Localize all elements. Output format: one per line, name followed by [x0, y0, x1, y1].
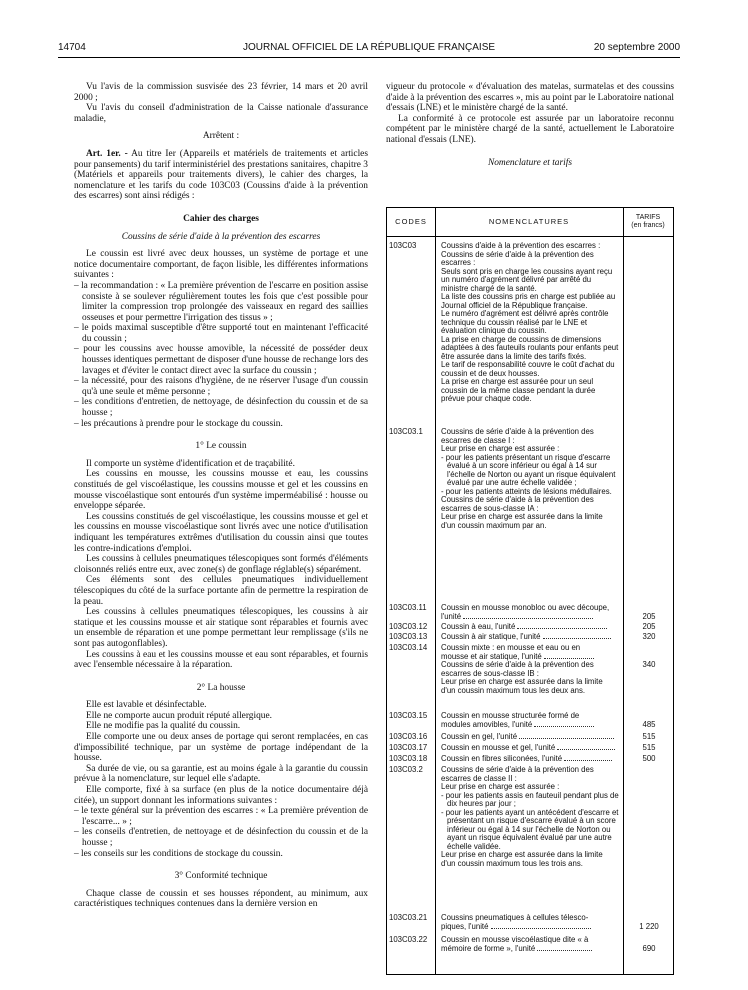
header-divider: [387, 236, 673, 237]
leader-dots: [491, 928, 591, 929]
vu-commission: Vu l'avis de la commission susvisée des 23 février, 14 mars et 20 avril 2000 ;: [74, 82, 368, 103]
row-line: [441, 721, 619, 730]
paragraph: Chaque classe de coussin et ses housses répondent, au minimum, aux caractéristiques techniques contenues dans la dernière version en: [74, 888, 368, 910]
section-2-title: 2° La housse: [196, 682, 246, 693]
row-label: Coussin en fibres siliconées, l'unité: [441, 754, 563, 763]
journal-title: JOURNAL OFFICIEL DE LA RÉPUBLIQUE FRANÇAISE: [242, 42, 496, 53]
arretent: Arrêtent :: [202, 131, 240, 142]
paragraph: Elle ne modifie pas la qualité du coussin.: [86, 721, 241, 732]
article-1: [74, 149, 368, 202]
paragraph: Les coussins en mousse, les coussins mousse et eau, les coussins constitués de gel viscoélastique, les coussins mousse et gel et les coussins en mousse viscoélastique sont entourés d'un système imperméabilisé : housse ou enveloppe séparée.: [74, 469, 368, 512]
section-1-title: 1° Le coussin: [195, 441, 247, 452]
row-text: [441, 623, 619, 632]
row-line: La liste des coussins pris en charge est publiée au Journal officiel de la République française.: [441, 292, 616, 310]
row-code: 103C03.21: [389, 913, 428, 922]
paragraph: vigueur du protocole « d'évaluation des matelas, surmatelas et des coussins d'aide à la prévention des escarres », mis au point par le Laboratoire national d'essais (LNE) et le ministère chargé de la santé.: [386, 82, 674, 114]
header-rule: [58, 57, 680, 58]
paragraph: Il comporte un système d'identification et de traçabilité.: [86, 458, 295, 469]
page-number: 14704: [58, 42, 86, 53]
cahier-intro: Le coussin est livré avec deux housses, un système de portage et une notice documentaire comportant, de façon lisible, les différentes informations suivantes :: [74, 249, 368, 281]
leader-dots: [463, 618, 593, 619]
row-line: [441, 613, 619, 622]
column-divider: [435, 208, 436, 974]
leader-dots: [543, 638, 611, 639]
row-price: 205: [642, 611, 656, 621]
row-price: 340: [642, 660, 656, 669]
intro-list: [74, 281, 368, 429]
row-bullet: - pour les patients ayant un antécédent d'escarre et présentant un risque d'escarre évalué à un score inférieur ou égal à 14 sur l'échelle de Norton ou ayant un risque équivalent évalué par une autre échelle validée.: [441, 809, 619, 852]
article-1-label: Art. 1er. -: [86, 148, 128, 159]
row-bullet: - pour les patients assis en fauteuil pendant plus de dix heures par jour ;: [441, 792, 619, 809]
row-price: 515: [642, 732, 656, 741]
row-line: Leur prise en charge est assurée dans la limite d'un coussin maximum par an.: [441, 512, 603, 530]
row-label: Coussin en gel, l'unité: [441, 732, 518, 741]
list-item: – les conseils d'entretien, de nettoyage et de désinfection du coussin et de la housse ;: [74, 827, 368, 848]
row-code: 103C03.15: [389, 711, 428, 720]
list-item: – pour les coussins avec housse amovible, la nécessité de posséder deux housses identiques permettant de disposer d'une housse de rechange lors des lavages et d'éviter le contact direct avec la surface du coussin ;: [74, 344, 368, 376]
leader-dots: [564, 760, 612, 761]
row-text: [441, 633, 619, 642]
row-code: 103C03.2: [389, 765, 423, 774]
row-price: 1 220: [639, 921, 659, 931]
row-label: modules amovibles, l'unité: [441, 719, 533, 729]
row-label: Coussin à eau, l'unité: [441, 622, 516, 631]
row-price: 485: [642, 719, 656, 729]
publication-date: 20 septembre 2000: [593, 42, 680, 53]
row-code: 103C03.11: [389, 603, 427, 612]
leader-dots: [544, 658, 594, 659]
paragraph: Elle est lavable et désinfectable.: [86, 700, 207, 711]
row-line: La prise en charge de coussins de dimensions adaptées à des fauteuils roulants pour enfants peut être assurée dans la limite des tarifs fixés.: [441, 334, 619, 361]
row-label: mousse et air statique, l'unité: [441, 651, 542, 661]
row-label: Coussin à air statique, l'unité: [441, 632, 541, 641]
row-label: l'unité: [441, 611, 462, 621]
row-price: 205: [642, 622, 656, 631]
row-line: Le numéro d'agrément est délivré après contrôle technique du coussin réalisé par le LNE et évaluation clinique du coussin.: [441, 309, 609, 335]
row-code: 103C03.12: [389, 622, 428, 631]
row-price: 515: [642, 743, 656, 752]
header-tarifs-label: TARIFS: [635, 214, 661, 221]
housse-list: [74, 806, 368, 859]
header-tarifs-unit: (en francs): [631, 222, 665, 229]
paragraph: Elle comporte une ou deux anses de portage qui seront remplacées, en cas d'impossibilité technique, par un système de portage indépendant de la housse.: [74, 732, 368, 764]
row-code: 103C03.17: [389, 743, 428, 752]
row-line: [441, 923, 619, 932]
row-line: Coussin mixte : en mousse et eau ou en: [441, 643, 581, 652]
row-label: mémoire de forme », l'unité: [441, 943, 536, 953]
row-line: Coussins pneumatiques à cellules télesco-: [441, 913, 589, 922]
row-line: Leur prise en charge est assurée :: [441, 782, 560, 791]
paragraph: Les coussins à cellules pneumatiques télescopiques sont formés d'éléments cloisonnés reliés entre eux, avec zone(s) de gonflage réglable(s) séparément.: [74, 554, 368, 575]
row-line: Coussins d'aide à la prévention des escarres :: [441, 241, 601, 250]
row-line: Coussins de série d'aide à la prévention des escarres :: [441, 249, 594, 267]
list-item: – le poids maximal susceptible d'être supporté tout en maintenant l'efficacité du coussin ;: [74, 323, 368, 344]
row-text: [441, 914, 619, 931]
right-column: [386, 82, 674, 168]
row-text: [441, 744, 619, 753]
row-text: [441, 755, 619, 764]
row-line: Coussins de série d'aide à la prévention des escarres de sous-classe IB :: [441, 660, 594, 678]
section-3-title: 3° Conformité technique: [174, 871, 268, 882]
row-price: 320: [642, 632, 656, 641]
page-header: [58, 42, 680, 56]
header-tarifs: [623, 208, 673, 236]
row-label: piques, l'unité: [441, 921, 489, 931]
row-bullet: - pour les patients présentant un risque d'escarre évalué à un score inférieur ou égal à 14 sur l'échelle de Norton ou ayant un risque équivalent évalué par une autre échelle validée ;: [441, 454, 619, 488]
list-item: – la nécessité, pour des raisons d'hygiène, de ne réserver l'usage d'un coussin qu'à une seule et même personne ;: [74, 376, 368, 397]
row-text: [441, 428, 619, 530]
table-caption: Nomenclature et tarifs: [487, 157, 573, 168]
column-divider: [623, 208, 624, 974]
list-item: – les conditions d'entretien, de nettoyage, de désinfection du coussin et de sa housse ;: [74, 397, 368, 418]
row-line: Coussin en mousse viscoélastique dite « à: [441, 935, 589, 944]
row-text: [441, 936, 619, 953]
row-line: Leur prise en charge est assurée dans la limite d'un coussin maximum tous les trois ans.: [441, 850, 603, 868]
row-line: Seuls sont pris en charge les coussins ayant reçu un numéro d'agrément délivré par arrêté du ministre chargé de la santé.: [441, 266, 613, 293]
row-text: [441, 242, 619, 404]
paragraph: Elle ne comporte aucun produit réputé allergique.: [86, 710, 272, 721]
paragraph: Elle comporte, fixé à sa surface (en plus de la notice documentaire déjà citée), un support donnant les informations suivantes :: [74, 785, 368, 806]
row-code: 103C03.1: [389, 427, 423, 436]
leader-dots: [557, 749, 615, 750]
leader-dots: [517, 628, 607, 629]
list-item: – le texte général sur la prévention des escarres : « La première prévention de l'escarre... » ;: [74, 806, 368, 827]
row-line: Coussins de série d'aide à la prévention des escarres de classe II :: [441, 765, 594, 783]
list-item: – les conseils sur les conditions de stockage du coussin.: [74, 849, 368, 860]
row-text: [441, 712, 619, 729]
leader-dots: [534, 726, 594, 727]
article-1-text: Au titre Ier (Appareils et matériels de traitements et articles pour pansements) du tarif interministériel des prestations sanitaires, chapitre 3 (Matériels et appareils pour traitements divers), le cahier des charges, la nomenclature et les tarifs du code 103C03 (Coussins d'aide à la prévention des escarres) sont ainsi rédigés :: [74, 148, 368, 202]
paragraph: Les coussins à eau et les coussins mousse et eau sont réparables, et fournis avec l'ensemble nécessaire à la réparation.: [74, 649, 368, 671]
row-line: La prise en charge est assurée pour un seul coussin de la même classe pendant la durée prévue pour chaque code.: [441, 377, 596, 403]
paragraph: Sa durée de vie, ou sa garantie, est au moins égale à la garantie du coussin prévue à la nomenclature, sur lequel elle s'adapte.: [74, 763, 368, 785]
row-price: 690: [642, 943, 656, 953]
row-line: Coussin en mousse structurée formé de: [441, 711, 580, 720]
row-line: Leur prise en charge est assurée dans la limite d'un coussin maximum tous les deux ans.: [441, 677, 603, 695]
nomenclature-table: [386, 207, 674, 975]
left-column: [74, 82, 368, 910]
row-code: 103C03.14: [389, 643, 428, 652]
paragraph: Les coussins constitués de gel viscoélastique, les coussins mousse et gel et les coussins en mousse viscoélastique sont livrés avec une notice d'utilisation indiquant les températures extrêmes d'utilisation du coussin ainsi que toutes les contre-indications d'emploi.: [74, 511, 368, 554]
header-codes: CODES: [395, 216, 427, 226]
leader-dots: [537, 950, 592, 951]
row-line: Leur prise en charge est assurée :: [441, 444, 560, 453]
row-line: Coussins de série d'aide à la prévention des escarres de classe I :: [441, 427, 594, 445]
vu-conseil: Vu l'avis du conseil d'administration de la Caisse nationale d'assurance maladie,: [74, 103, 368, 124]
cahier-title: Cahier des charges: [183, 213, 259, 224]
header-nomenclatures: NOMENCLATURES: [488, 216, 570, 226]
row-code: 103C03.22: [389, 935, 428, 944]
row-text: [441, 766, 619, 868]
row-price: 500: [642, 754, 656, 763]
row-code: 103C03.13: [389, 632, 428, 641]
list-item: – les précautions à prendre pour le stockage du coussin.: [74, 419, 368, 430]
paragraph: La conformité à ce protocole est assurée par un laboratoire reconnu compétent par le ministère chargé de la santé, actuellement le Laboratoire national d'essais (LNE).: [386, 113, 674, 145]
row-line: [441, 945, 619, 954]
leader-dots: [519, 738, 614, 739]
row-bullet: - pour les patients atteints de lésions médullaires.: [441, 488, 619, 497]
paragraph: Ces éléments sont des cellules pneumatiques individuellement télescopiques du côté de la surface portante afin de permettre la respiration de la peau.: [74, 575, 368, 607]
row-line: Coussins de série d'aide à la prévention des escarres de sous-classe IA :: [441, 495, 594, 513]
list-item: – la recommandation : « La première prévention de l'escarre en position assise consiste à se soulever régulièrement toutes les fois que c'est possible pour limiter la compression trop prolongée des vaisseaux en regard des saillies osseuses et pour permettre l'irrigation des tissus » ;: [74, 281, 368, 323]
paragraph: Les coussins à cellules pneumatiques télescopiques, les coussins à air statique et les coussins mousse et air statique sont réparables et fournis avec un ensemble de réparation et une pompe permettant leur remplissage (s'ils ne sont pas autogonflables).: [74, 607, 368, 649]
row-text: [441, 604, 619, 621]
row-text: [441, 733, 619, 742]
row-code: 103C03: [389, 241, 417, 250]
row-line: Le tarif de responsabilité couvre le coût d'achat du coussin et de deux housses.: [441, 360, 615, 378]
row-text: [441, 644, 619, 695]
row-code: 103C03.16: [389, 732, 428, 741]
cahier-subtitle: Coussins de série d'aide à la prévention des escarres: [121, 231, 321, 242]
row-line: Coussin en mousse monobloc ou avec découpe,: [441, 603, 610, 612]
row-label: Coussin en mousse et gel, l'unité: [441, 743, 556, 752]
row-code: 103C03.18: [389, 754, 428, 763]
